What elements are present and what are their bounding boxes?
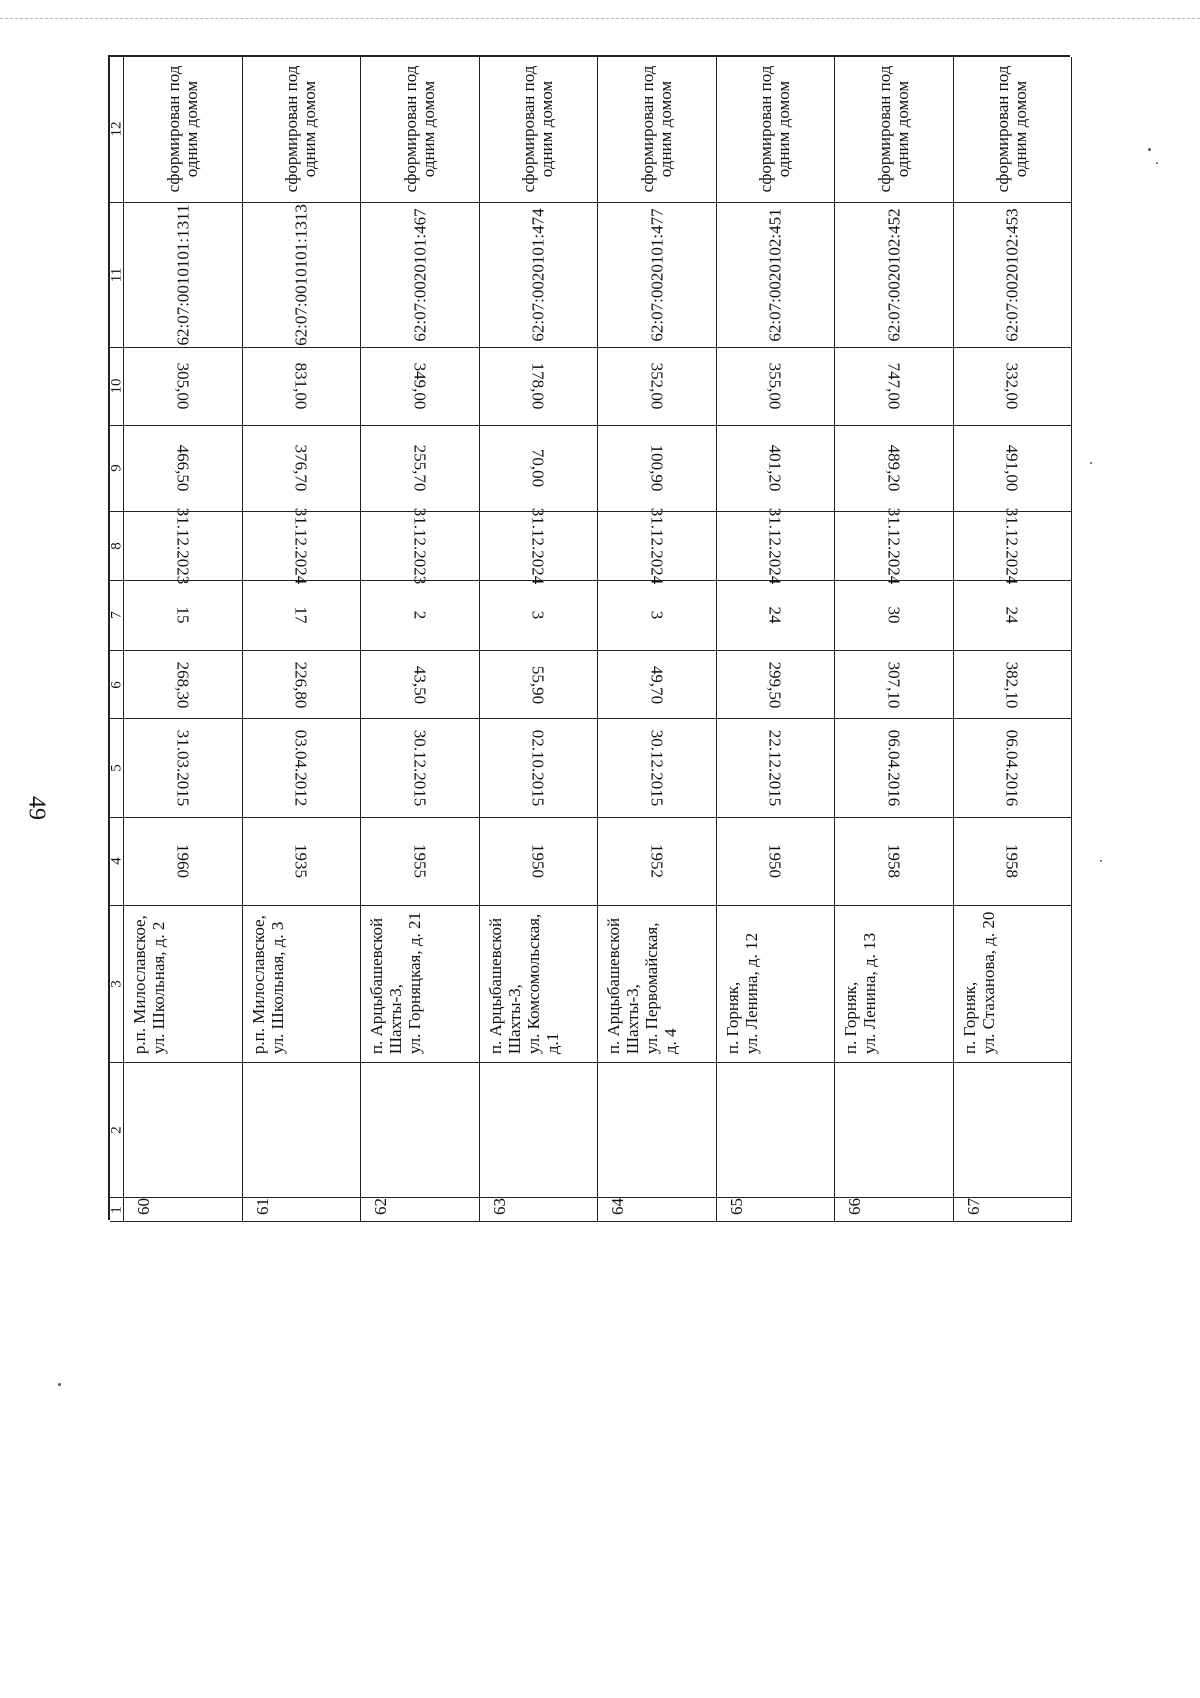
scan-speck [1156, 162, 1158, 164]
table-cell-n [717, 1198, 836, 1222]
table-cell-n [243, 1198, 362, 1222]
cell-text: сформирован под одним домом [163, 66, 201, 193]
table-cell-c2 [361, 1063, 480, 1198]
column-number-cell [110, 818, 124, 906]
table-cell-date1 [124, 719, 243, 818]
table-cell-date2 [717, 507, 836, 585]
table-cell-note [124, 57, 243, 203]
table-cell-n [361, 1198, 480, 1222]
cell-text: 30.12.2015 [410, 729, 430, 807]
cell-text: 31.12.2024 [528, 507, 548, 585]
table-cell-note [243, 57, 362, 203]
cell-text: сформирован под одним домом [756, 66, 794, 193]
cell-text: 1960 [173, 844, 193, 879]
cell-text: 1935 [291, 844, 311, 879]
cell-text: 30.12.2015 [647, 729, 667, 807]
cell-text: 2 [410, 611, 430, 620]
table-cell-cadastral [954, 203, 1073, 348]
table-cell-area3 [124, 348, 243, 426]
table-cell-date1 [717, 719, 836, 818]
cell-text: 15 [173, 606, 193, 624]
cell-text: сформирован под одним домом [637, 66, 675, 193]
table-cell-address [598, 906, 717, 1064]
table-cell-year [243, 818, 362, 906]
cell-text: 466,50 [173, 444, 193, 492]
cell-text: п. Арцыбашевской Шахты-3, ул. Комсомольская, д.1 [485, 914, 562, 1055]
table-cell-cadastral [124, 203, 243, 348]
cell-text: сформирован под одним домом [993, 66, 1031, 193]
table-cell-address [243, 906, 362, 1064]
cell-text: 8 [108, 542, 125, 550]
column-number-cell [110, 906, 124, 1064]
cell-text: 62:07:0020102:452 [884, 208, 904, 342]
cell-text: 831,00 [291, 362, 311, 410]
table-cell-area3 [598, 348, 717, 426]
cell-text: 307,10 [884, 661, 904, 708]
cell-text: 62 [371, 1197, 390, 1215]
table-cell-cadastral [835, 203, 954, 348]
cell-text: 1950 [765, 844, 785, 879]
cell-text: 352,00 [647, 362, 667, 410]
table-cell-area1 [835, 651, 954, 719]
table-cell-cadastral [598, 203, 717, 348]
table-cell-date2 [124, 507, 243, 585]
cell-text: 268,30 [173, 661, 193, 708]
column-number-cell [110, 651, 124, 719]
table-cell-date2 [954, 507, 1073, 585]
cell-text: п. Горняк, ул. Ленина, д. 13 [841, 933, 880, 1055]
cell-text: 10 [108, 378, 125, 394]
cell-text: 489,20 [884, 444, 904, 492]
table-cell-note [717, 57, 836, 203]
table-cell-date1 [243, 719, 362, 818]
table-cell-year [717, 818, 836, 906]
cell-text: 4 [108, 857, 125, 866]
cell-text: 255,70 [410, 444, 430, 492]
table-cell-address [717, 906, 836, 1064]
cell-text: 3 [108, 980, 125, 988]
table-cell-c2 [124, 1063, 243, 1198]
cell-text: 06.04.2016 [1002, 729, 1022, 807]
cell-text: 401,20 [765, 444, 785, 492]
cell-text: 64 [608, 1197, 627, 1215]
column-number-cell [110, 203, 124, 348]
table-cell-cadastral [717, 203, 836, 348]
cell-text: 62:07:0010101:1311 [173, 204, 193, 346]
table-cell-cadastral [361, 203, 480, 348]
table-cell-address [954, 906, 1073, 1064]
cell-text: 65 [726, 1197, 746, 1215]
cell-text: 747,00 [884, 362, 904, 410]
cell-text: 226,80 [291, 661, 311, 708]
table-cell-note [480, 57, 599, 203]
table-cell-cadastral [243, 203, 362, 348]
column-number-cell [110, 348, 124, 426]
table-cell-area2 [361, 426, 480, 512]
cell-text: 63 [489, 1197, 509, 1215]
cell-text: 60 [134, 1197, 153, 1215]
table-cell-area1 [598, 651, 717, 719]
table-cell-count [124, 581, 243, 651]
table-cell-area3 [954, 348, 1073, 426]
cell-text: 62:07:0020102:451 [765, 208, 785, 342]
column-number-cell [110, 426, 124, 512]
cell-text: 376,70 [291, 444, 311, 492]
table-cell-area1 [954, 651, 1073, 719]
cell-text: 2 [108, 1126, 125, 1135]
cell-text: 62:07:0020101:467 [410, 208, 430, 342]
cell-text: 70,00 [528, 449, 548, 488]
cell-text: 1952 [647, 844, 667, 879]
housing-table [108, 55, 1070, 1220]
table-cell-area2 [717, 426, 836, 512]
scan-edge-line [0, 18, 1200, 19]
cell-text: 62:07:0010101:1313 [291, 204, 311, 346]
cell-text: 1958 [884, 844, 904, 879]
cell-text: 31.12.2024 [291, 507, 311, 585]
cell-text: 3 [647, 611, 667, 620]
table-cell-date1 [954, 719, 1073, 818]
cell-text: 355,00 [765, 362, 785, 410]
table-cell-n [835, 1198, 954, 1222]
table-cell-address [480, 906, 599, 1064]
cell-text: 17 [291, 606, 311, 624]
table-cell-count [954, 581, 1073, 651]
table-cell-area1 [717, 651, 836, 719]
cell-text: 382,10 [1002, 661, 1022, 708]
cell-text: 67 [963, 1197, 983, 1215]
table-cell-address [361, 906, 480, 1064]
table-cell-area2 [954, 426, 1073, 512]
column-number-cell [110, 719, 124, 818]
cell-text: 49,70 [647, 665, 667, 704]
table-cell-note [835, 57, 954, 203]
cell-text: 55,90 [528, 665, 548, 704]
cell-text: п. Горняк, ул. Стаханова, д. 20 [959, 911, 998, 1055]
table-cell-c2 [480, 1063, 599, 1198]
cell-text: 178,00 [528, 362, 548, 410]
cell-text: 30 [884, 606, 904, 624]
cell-text: 3 [528, 611, 548, 620]
table-cell-area3 [361, 348, 480, 426]
table-cell-cadastral [480, 203, 599, 348]
table-cell-area1 [361, 651, 480, 719]
table-cell-count [717, 581, 836, 651]
column-number-cell [110, 1063, 124, 1198]
table-cell-area2 [598, 426, 717, 512]
table-cell-c2 [835, 1063, 954, 1198]
column-number-cell [110, 1198, 124, 1222]
cell-text: 31.12.2023 [410, 507, 430, 585]
cell-text: р.п. Милославское, ул. Школьная, д. 3 [248, 915, 287, 1055]
table-cell-date2 [243, 507, 362, 585]
page-number: 49 [23, 796, 50, 820]
table-cell-area1 [243, 651, 362, 719]
table-cell-year [361, 818, 480, 906]
table-cell-area3 [480, 348, 599, 426]
cell-text: 02.10.2015 [528, 729, 548, 807]
cell-text: 62:07:0020101:477 [647, 208, 667, 342]
cell-text: 31.12.2023 [173, 507, 193, 585]
cell-text: п. Арцыбашевской Шахты-3, ул. Горняцкая, д. 21 [367, 912, 425, 1055]
table-cell-year [124, 818, 243, 906]
cell-text: п. Арцыбашевской Шахты-3, ул. Первомайская, д. 4 [604, 918, 681, 1055]
cell-text: 31.12.2024 [765, 507, 785, 585]
table-cell-area3 [243, 348, 362, 426]
cell-text: 1950 [528, 844, 548, 879]
cell-text: 491,00 [1002, 444, 1022, 492]
cell-text: 299,50 [765, 661, 785, 708]
table-cell-c2 [243, 1063, 362, 1198]
table-cell-area1 [124, 651, 243, 719]
table-cell-area3 [717, 348, 836, 426]
cell-text: 5 [108, 764, 125, 772]
cell-text: 06.04.2016 [884, 729, 904, 807]
table-cell-c2 [717, 1063, 836, 1198]
cell-text: 305,00 [173, 362, 193, 410]
table-cell-date2 [361, 507, 480, 585]
cell-text: п. Горняк, ул. Ленина, д. 12 [722, 933, 761, 1055]
column-number-cell [110, 581, 124, 651]
table-cell-count [835, 581, 954, 651]
cell-text: 1 [108, 1205, 125, 1214]
cell-text: 24 [765, 606, 785, 624]
cell-text: 12 [108, 121, 125, 137]
table-cell-c2 [598, 1063, 717, 1198]
table-cell-date1 [480, 719, 599, 818]
table-cell-year [954, 818, 1073, 906]
cell-text: сформирован под одним домом [400, 66, 438, 193]
table-cell-year [598, 818, 717, 906]
cell-text: 1958 [1002, 844, 1022, 879]
table-cell-year [835, 818, 954, 906]
cell-text: 349,00 [410, 362, 430, 410]
table-cell-area1 [480, 651, 599, 719]
table-cell-n [954, 1198, 1073, 1222]
table-cell-area2 [835, 426, 954, 512]
cell-text: 62:07:0020101:474 [528, 208, 548, 342]
table-cell-date1 [361, 719, 480, 818]
cell-text: 22.12.2015 [765, 729, 785, 807]
scan-speck [1090, 462, 1092, 464]
column-number-cell [110, 512, 124, 581]
cell-text: 332,00 [1002, 362, 1022, 410]
table-cell-address [124, 906, 243, 1064]
table-cell-year [480, 818, 599, 906]
cell-text: 61 [252, 1197, 272, 1215]
cell-text: 31.12.2024 [1002, 507, 1022, 585]
table-cell-n [480, 1198, 599, 1222]
cell-text: 31.12.2024 [647, 507, 667, 585]
scan-speck [58, 1383, 61, 1386]
cell-text: 62:07:0020102:453 [1002, 208, 1022, 342]
cell-text: 6 [108, 680, 125, 689]
cell-text: сформирован под одним домом [874, 66, 912, 193]
cell-text: 31.03.2015 [173, 729, 193, 807]
cell-text: 9 [108, 464, 125, 472]
table-cell-date2 [835, 507, 954, 585]
scan-speck [1148, 148, 1151, 151]
table-cell-area2 [243, 426, 362, 512]
table-cell-note [954, 57, 1073, 203]
table-cell-n [598, 1198, 717, 1222]
table-cell-n [124, 1198, 243, 1222]
table-cell-date1 [835, 719, 954, 818]
table-cell-count [480, 581, 599, 651]
cell-text: 03.04.2012 [291, 729, 311, 807]
table-cell-count [598, 581, 717, 651]
table-cell-area2 [124, 426, 243, 512]
column-number-cell [110, 57, 124, 203]
table-cell-date2 [598, 507, 717, 585]
table-cell-note [361, 57, 480, 203]
cell-text: 7 [108, 611, 125, 620]
cell-text: сформирован под одним домом [282, 66, 320, 193]
cell-text: 1955 [410, 844, 430, 879]
cell-text: р.п. Милославское, ул. Школьная, д. 2 [130, 915, 169, 1055]
table-cell-date1 [598, 719, 717, 818]
table-cell-c2 [954, 1063, 1073, 1198]
cell-text: 31.12.2024 [884, 507, 904, 585]
cell-text: сформирован под одним домом [519, 66, 557, 193]
table-cell-count [361, 581, 480, 651]
cell-text: 100,90 [647, 444, 667, 492]
table-cell-note [598, 57, 717, 203]
cell-text: 11 [108, 267, 125, 283]
table-cell-area3 [835, 348, 954, 426]
table-cell-area2 [480, 426, 599, 512]
table-cell-count [243, 581, 362, 651]
cell-text: 24 [1002, 606, 1022, 624]
cell-text: 43,50 [410, 665, 430, 704]
table-cell-address [835, 906, 954, 1064]
table-cell-date2 [480, 507, 599, 585]
scan-speck [1100, 860, 1102, 862]
cell-text: 66 [845, 1197, 864, 1215]
